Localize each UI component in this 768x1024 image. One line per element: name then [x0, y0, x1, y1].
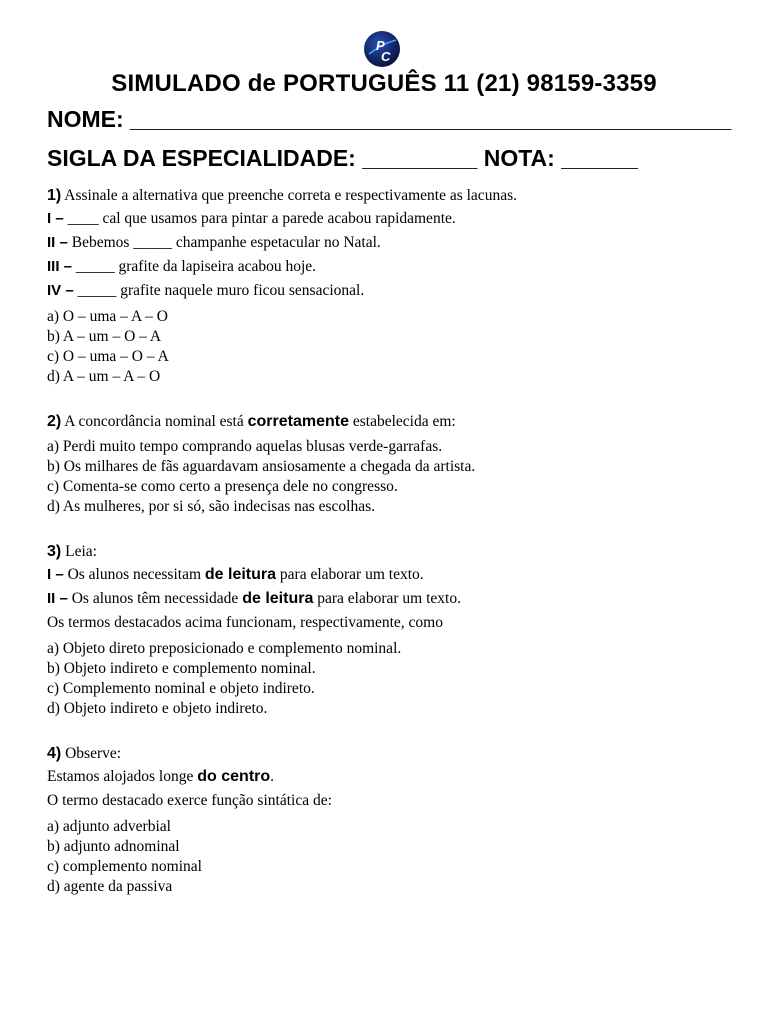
sentence-end: .	[270, 768, 275, 785]
specialty-grade-line: SIGLA DA ESPECIALIDADE: _________ NOTA: ______	[47, 145, 638, 171]
option-b: b) Os milhares de fãs aguardavam ansiosamente a chegada da artista.	[47, 458, 476, 475]
option-c: c) Complemento nominal e objeto indireto.	[47, 680, 315, 697]
example-sentence	[47, 765, 747, 789]
statement-text: Bebemos _____ champanhe espetacular no Natal.	[71, 234, 381, 251]
questions-content	[47, 182, 747, 897]
svg-text:P: P	[376, 38, 385, 53]
statement-item	[47, 207, 747, 231]
option-d: d) A – um – A – O	[47, 368, 161, 385]
highlighted-term: de leitura	[242, 590, 314, 607]
option-b: b) adjunto adnominal	[47, 838, 180, 855]
option-c: c) complemento nominal	[47, 858, 202, 875]
page-title: SIMULADO de PORTUGUÊS 11 (21) 98159-3359	[111, 70, 657, 97]
statement-item	[47, 231, 747, 255]
highlighted-term: de leitura	[204, 566, 277, 583]
question-number: 3)	[47, 543, 62, 560]
statement-item	[47, 255, 747, 279]
question-number: 4)	[47, 745, 62, 762]
options-list	[47, 437, 747, 517]
pc-logo-icon	[363, 30, 401, 68]
question-prompt: Observe:	[65, 745, 122, 762]
highlighted-term: corretamente	[247, 413, 349, 430]
option-c: c) Comenta-se como certo a presença dele no congresso.	[47, 478, 398, 495]
statement-label: I –	[47, 210, 64, 227]
question-3	[47, 541, 747, 719]
question-text: O termo destacado exerce função sintática de:	[47, 792, 332, 809]
options-list	[47, 817, 747, 897]
name-field-line: NOME: _______________________________________________	[47, 106, 732, 132]
question-number: 1)	[47, 187, 62, 204]
option-a: a) Perdi muito tempo comprando aquelas blusas verde-garrafas.	[47, 438, 443, 455]
statement-label: I –	[47, 566, 64, 583]
statement-item	[47, 563, 747, 587]
option-d: d) As mulheres, por si só, são indecisas nas escolhas.	[47, 498, 376, 515]
statement-text: ____ cal que usamos para pintar a parede acabou rapidamente.	[67, 210, 456, 227]
option-d: d) Objeto indireto e objeto indireto.	[47, 700, 268, 717]
option-d: d) agente da passiva	[47, 878, 173, 895]
question-2	[47, 411, 747, 517]
question-4	[47, 743, 747, 897]
option-b: b) A – um – O – A	[47, 328, 162, 345]
question-prompt: A concordância nominal está	[64, 413, 244, 430]
option-c: c) O – uma – O – A	[47, 348, 169, 365]
statement-label: II –	[47, 590, 68, 607]
question-1	[47, 185, 747, 387]
options-list	[47, 639, 747, 719]
question-prompt-end: estabelecida em:	[352, 413, 456, 430]
statement-text: Os alunos necessitam	[67, 566, 202, 583]
sentence-text: Estamos alojados longe	[47, 768, 194, 785]
statement-text: _____ grafite da lapiseira acabou hoje.	[75, 258, 317, 275]
options-list	[47, 307, 747, 387]
statement-item	[47, 279, 747, 303]
option-a: a) Objeto direto preposicionado e complemento nominal.	[47, 640, 402, 657]
statement-text-end: para elaborar um texto.	[317, 590, 461, 607]
question-prompt: Assinale a alternativa que preenche correta e respectivamente as lacunas.	[64, 187, 517, 204]
option-b: b) Objeto indireto e complemento nominal.	[47, 660, 316, 677]
question-prompt: Leia:	[65, 543, 97, 560]
statement-text-end: para elaborar um texto.	[279, 566, 424, 583]
statement-label: IV –	[47, 282, 74, 299]
question-number: 2)	[47, 413, 62, 430]
statement-text: Os alunos têm necessidade	[71, 590, 239, 607]
statement-label: III –	[47, 258, 73, 275]
statement-text: _____ grafite naquele muro ficou sensacional.	[77, 282, 365, 299]
highlighted-term: do centro	[197, 768, 271, 785]
option-a: a) O – uma – A – O	[47, 308, 168, 325]
statement-item	[47, 587, 747, 611]
question-text: Os termos destacados acima funcionam, respectivamente, como	[47, 614, 443, 631]
statement-label: II –	[47, 234, 68, 251]
option-a: a) adjunto adverbial	[47, 818, 171, 835]
svg-text:C: C	[381, 49, 391, 64]
